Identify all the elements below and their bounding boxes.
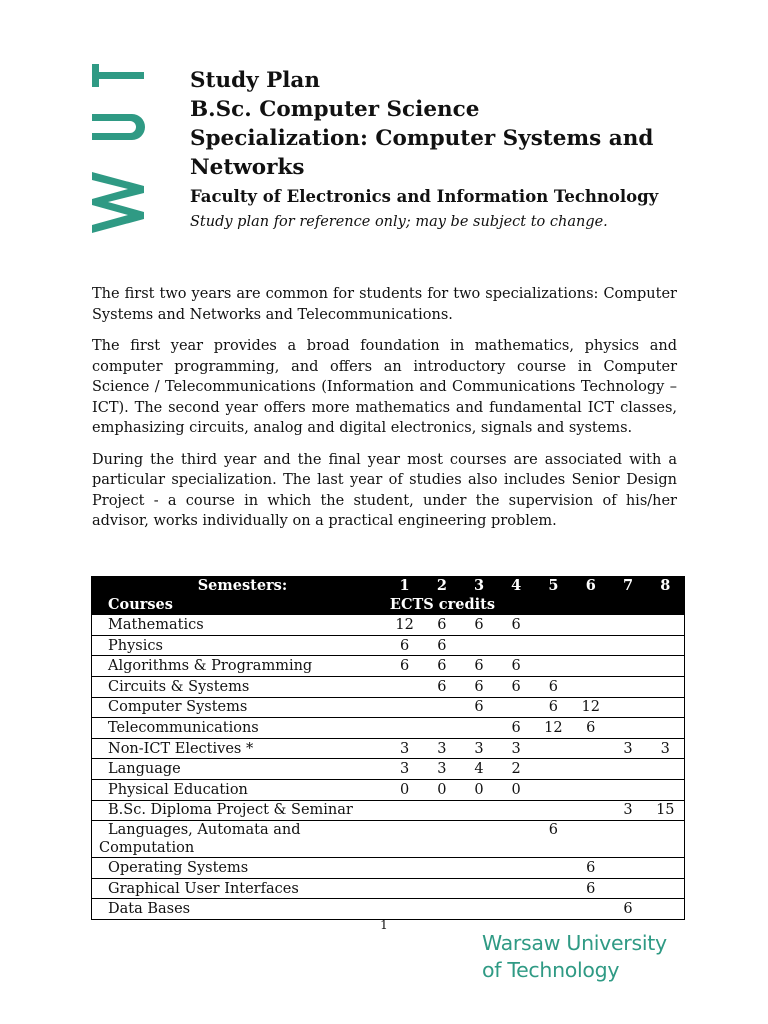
semester-number: 1 <box>386 576 423 596</box>
table-row <box>92 738 685 759</box>
ects-value <box>609 821 646 858</box>
course-name: Non-ICT Electives * <box>92 738 386 759</box>
ects-value: 6 <box>423 656 460 677</box>
ects-value <box>572 899 609 920</box>
ects-value <box>535 759 572 780</box>
ects-value <box>609 878 646 899</box>
ects-value <box>647 899 685 920</box>
course-name: Circuits & Systems <box>92 676 386 697</box>
paragraph: During the third year and the final year most courses are associated with a particular specialization. The last year of studies also includes Senior Design Project - a course in which the student, under the supervision of his/her advisor, works individually on a practical engineering problem. <box>92 451 677 529</box>
ects-value <box>609 697 646 718</box>
ects-value <box>498 697 535 718</box>
ects-value <box>460 635 497 656</box>
faculty-name: Faculty of Electronics and Information Technology <box>190 187 659 206</box>
course-name: Language <box>92 759 386 780</box>
disclaimer-note: Study plan for reference only; may be subject to change. <box>190 214 608 230</box>
ects-value <box>535 779 572 800</box>
semester-number: 5 <box>535 576 572 596</box>
ects-value <box>647 878 685 899</box>
ects-value: 6 <box>572 718 609 739</box>
ects-value: 3 <box>423 738 460 759</box>
ects-value: 6 <box>609 899 646 920</box>
ects-value <box>423 878 460 899</box>
ects-value: 3 <box>647 738 685 759</box>
ects-value <box>386 878 423 899</box>
ects-value <box>423 821 460 858</box>
ects-value: 4 <box>460 759 497 780</box>
ects-value: 0 <box>498 779 535 800</box>
course-name: Graphical User Interfaces <box>92 878 386 899</box>
course-name: Physics <box>92 635 386 656</box>
ects-value <box>609 615 646 635</box>
semester-number: 6 <box>572 576 609 596</box>
table-row <box>92 899 685 920</box>
ects-value <box>647 718 685 739</box>
course-name: Data Bases <box>92 899 386 920</box>
ects-value: 6 <box>460 656 497 677</box>
header <box>190 66 710 232</box>
semesters-header-row <box>92 576 685 596</box>
ects-value <box>647 858 685 879</box>
title-line-1: Study Plan <box>190 68 320 93</box>
ects-value <box>572 635 609 656</box>
course-name-line: Computation <box>99 840 195 857</box>
course-name: Computer Systems <box>92 697 386 718</box>
ects-value <box>609 779 646 800</box>
ects-value: 3 <box>386 738 423 759</box>
ects-value: 6 <box>572 858 609 879</box>
courses-header-row <box>92 596 685 616</box>
paragraph: The first two years are common for students for two specializations: Computer Systems and Networks and Telecommunications. <box>92 286 677 323</box>
course-name: Operating Systems <box>92 858 386 879</box>
table-row <box>92 615 685 635</box>
ects-value <box>423 899 460 920</box>
title-line-4: Networks <box>190 155 305 180</box>
ects-value: 3 <box>498 738 535 759</box>
ects-value <box>423 858 460 879</box>
ects-value <box>647 656 685 677</box>
course-name: B.Sc. Diploma Project & Seminar <box>92 800 386 821</box>
ects-value <box>609 858 646 879</box>
ects-value: 2 <box>498 759 535 780</box>
ects-value: 3 <box>609 800 646 821</box>
ects-value <box>386 899 423 920</box>
table-row <box>92 800 685 821</box>
semester-number: 8 <box>647 576 685 596</box>
ects-value <box>647 615 685 635</box>
ects-value: 6 <box>498 676 535 697</box>
ects-value: 6 <box>498 718 535 739</box>
ects-value <box>460 899 497 920</box>
ects-value <box>572 656 609 677</box>
ects-value <box>535 858 572 879</box>
ects-value: 6 <box>460 697 497 718</box>
ects-value <box>460 858 497 879</box>
ects-value <box>609 759 646 780</box>
logo-line-1: Warsaw University <box>482 931 667 955</box>
semester-number: 3 <box>460 576 497 596</box>
title-line-3: Specialization: Computer Systems and <box>190 126 654 151</box>
ects-value <box>572 615 609 635</box>
ects-value: 6 <box>498 656 535 677</box>
ects-value <box>386 697 423 718</box>
ects-value: 0 <box>460 779 497 800</box>
ects-value: 6 <box>535 676 572 697</box>
page-number: 1 <box>380 918 388 932</box>
ects-value <box>498 821 535 858</box>
ects-value <box>572 676 609 697</box>
ects-value: 6 <box>423 615 460 635</box>
ects-value: 6 <box>460 615 497 635</box>
ects-value: 3 <box>423 759 460 780</box>
ects-value <box>535 878 572 899</box>
ects-value <box>423 697 460 718</box>
ects-value: 6 <box>572 878 609 899</box>
ects-value <box>386 858 423 879</box>
courses-label: Courses <box>92 596 386 616</box>
ects-value <box>386 800 423 821</box>
course-name-line: Languages, Automata and <box>108 822 301 839</box>
ects-value <box>535 615 572 635</box>
intro-text <box>92 284 677 543</box>
ects-value <box>386 676 423 697</box>
ects-value: 6 <box>535 821 572 858</box>
ects-value: 12 <box>386 615 423 635</box>
ects-value: 6 <box>386 656 423 677</box>
ects-credits-label: ECTS credits <box>386 596 685 616</box>
ects-value <box>386 718 423 739</box>
ects-value <box>460 821 497 858</box>
ects-value: 6 <box>535 697 572 718</box>
ects-value <box>572 759 609 780</box>
ects-value <box>647 821 685 858</box>
study-plan-table <box>91 576 685 920</box>
course-name <box>92 821 386 858</box>
ects-value: 12 <box>572 697 609 718</box>
ects-value: 3 <box>386 759 423 780</box>
university-logo-text <box>482 930 667 984</box>
ects-value: 15 <box>647 800 685 821</box>
ects-value: 3 <box>609 738 646 759</box>
ects-value: 6 <box>386 635 423 656</box>
course-name: Telecommunications <box>92 718 386 739</box>
ects-value <box>535 635 572 656</box>
ects-value <box>647 779 685 800</box>
ects-value <box>386 821 423 858</box>
ects-value <box>647 697 685 718</box>
ects-value: 6 <box>423 676 460 697</box>
table-row <box>92 821 685 858</box>
ects-value <box>572 800 609 821</box>
course-name: Mathematics <box>92 615 386 635</box>
ects-value: 0 <box>386 779 423 800</box>
table-row <box>92 878 685 899</box>
ects-value <box>535 656 572 677</box>
ects-value <box>572 738 609 759</box>
logo-line-2: of Technology <box>482 958 620 982</box>
ects-value <box>647 635 685 656</box>
ects-value <box>535 738 572 759</box>
ects-value: 6 <box>498 615 535 635</box>
ects-value <box>572 821 609 858</box>
table-row <box>92 656 685 677</box>
course-name: Algorithms & Programming <box>92 656 386 677</box>
ects-value <box>647 676 685 697</box>
ects-value <box>609 676 646 697</box>
ects-value: 6 <box>460 676 497 697</box>
ects-value <box>535 899 572 920</box>
ects-value <box>498 858 535 879</box>
ects-value: 0 <box>423 779 460 800</box>
wut-logo <box>86 62 150 234</box>
table-row <box>92 718 685 739</box>
ects-value: 6 <box>423 635 460 656</box>
semester-number: 7 <box>609 576 646 596</box>
semester-number: 4 <box>498 576 535 596</box>
ects-value <box>460 800 497 821</box>
ects-value <box>647 759 685 780</box>
table-row <box>92 635 685 656</box>
table-row <box>92 676 685 697</box>
ects-value <box>609 718 646 739</box>
ects-value <box>609 656 646 677</box>
title-line-2: B.Sc. Computer Science <box>190 97 480 122</box>
table-row <box>92 697 685 718</box>
course-name: Physical Education <box>92 779 386 800</box>
paragraph: The first year provides a broad foundation in mathematics, physics and computer programming, and offers an introductory course in Computer Science / Telecommunications (Information and Communications Technology – ICT). The second year offers more mathematics and fundamental ICT classes, emphasizing circuits, analog and digital electronics, signals and systems. <box>92 338 677 436</box>
table-row <box>92 858 685 879</box>
ects-value <box>498 899 535 920</box>
ects-value <box>609 635 646 656</box>
ects-value <box>460 718 497 739</box>
ects-value <box>498 800 535 821</box>
semesters-label: Semesters: <box>92 576 386 596</box>
ects-value <box>460 878 497 899</box>
semester-number: 2 <box>423 576 460 596</box>
ects-value <box>498 635 535 656</box>
ects-value <box>498 878 535 899</box>
table-row <box>92 759 685 780</box>
table-row <box>92 779 685 800</box>
ects-value <box>572 779 609 800</box>
ects-value <box>423 718 460 739</box>
ects-value: 3 <box>460 738 497 759</box>
ects-value: 12 <box>535 718 572 739</box>
ects-value <box>535 800 572 821</box>
ects-value <box>423 800 460 821</box>
